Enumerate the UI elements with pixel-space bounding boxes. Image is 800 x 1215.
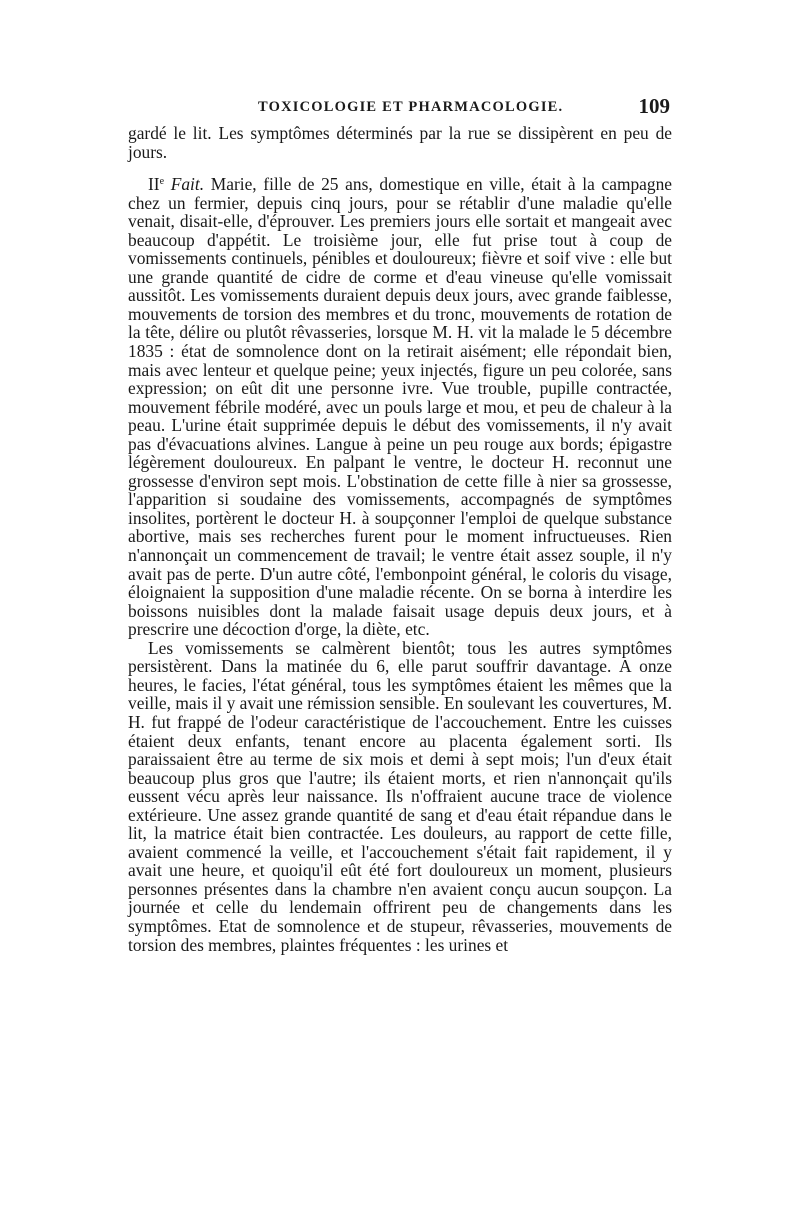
- body-text: [128, 124, 672, 954]
- case-number: [148, 174, 164, 194]
- case-superscript: e: [159, 176, 165, 188]
- running-head: [128, 96, 672, 124]
- page-number: 109: [638, 94, 670, 118]
- book-page: [128, 96, 672, 954]
- paragraph-text: gardé le lit. Les symptômes déterminés par la rue se dissipèrent en peu de jours.: [128, 123, 672, 162]
- running-title: TOXICOLOGIE ET PHARMACOLOGIE.: [258, 99, 564, 115]
- paragraph-text: Marie, fille de 25 ans, domestique en ville, était à la campagne chez un fermier, depuis cinq jours, pour se rétablir d'une maladie qu'elle venait, disait-elle, d'éprouver. Les premiers jours elle sortait et mangeait avec beaucoup d'appétit. Le troisième jour, elle fut prise tout à coup de vomissements continuels, pénibles et douloureux; fièvre et soif vive : elle but une grande quantité de cidre de corme et d'eau vineuse qu'elle vomissait aussitôt. Les vomissements duraient depuis deux jours, avec grande faiblesse, mouvements de torsion des membres et du tronc, mouvements de rotation de la tête, délire ou plutôt rêvasseries, lorsque M. H. vit la malade le 5 décembre 1835 : état de somnolence dont on la retirait aisément; elle répondait bien, mais avec lenteur et quelque peine; yeux injectés, figure un peu colorée, sans expression; on eût dit une personne ivre. Vue trouble, pupille contractée, mouvement fébrile modéré, avec un pouls large et mou, et peu de chaleur à la peau. L'urine était supprimée depuis le début des vomissements, il n'y avait pas d'évacuations alvines. Langue à peine un peu rouge aux bords; épigastre légèrement douloureux. En palpant le ventre, le docteur H. reconnut une grossesse d'environ sept mois. L'obstination de cette fille à nier sa grossesse, l'apparition si soudaine des vomissements, accompagnés de symptômes insolites, portèrent le docteur H. à soupçonner l'emploi de quelque substance abortive, mais ses recherches furent pour le moment infructueuses. Rien n'annonçait un commencement de travail; le ventre était assez souple, il n'y avait pas de perte. D'un autre côté, l'embonpoint général, le coloris du visage, éloignaient la supposition d'une maladie récente. On se borna à interdire les boissons nuisibles dont la malade faisait usage depuis deux jours, et à prescrire une décoction d'orge, la diète, etc.: [128, 174, 672, 640]
- case-numeral: II: [148, 174, 160, 195]
- paragraph-case-two: [128, 175, 672, 639]
- paragraph-continuation: [128, 124, 672, 161]
- case-heading: Fait.: [170, 174, 205, 195]
- paragraph-text: Les vomissements se calmèrent bientôt; tous les autres symptômes persistèrent. Dans la matinée du 6, elle parut souffrir davantage. A onze heures, le facies, l'état général, tous les symptômes étaient les mêmes que la veille, mais il y avait une rémission sensible. En soulevant les couvertures, M. H. fut frappé de l'odeur caractéristique de l'accouchement. Entre les cuisses étaient deux enfants, tenant encore au placenta également sorti. Ils paraissaient être au terme de six mois et demi à sept mois; l'un d'eux était beaucoup plus gros que l'autre; ils étaient morts, et rien n'annonçait qu'ils eussent vécu après leur naissance. Ils n'offraient aucune trace de violence extérieure. Une assez grande quantité de sang et d'eau était répandue dans le lit, la matrice était bien contractée. Les douleurs, au rapport de cette fille, avaient commencé la veille, et l'accouchement s'était fait rapidement, il y avait une heure, et quoiqu'il eût été fort douloureux un moment, plusieurs personnes présentes dans la chambre n'en avaient conçu aucun soupçon. La journée et celle du lendemain offrirent peu de changements dans les symptômes. Etat de somnolence et de stupeur, rêvasseries, mouvements de torsion des membres, plaintes fréquentes : les urines et: [128, 637, 672, 955]
- paragraph-followup: [128, 639, 672, 954]
